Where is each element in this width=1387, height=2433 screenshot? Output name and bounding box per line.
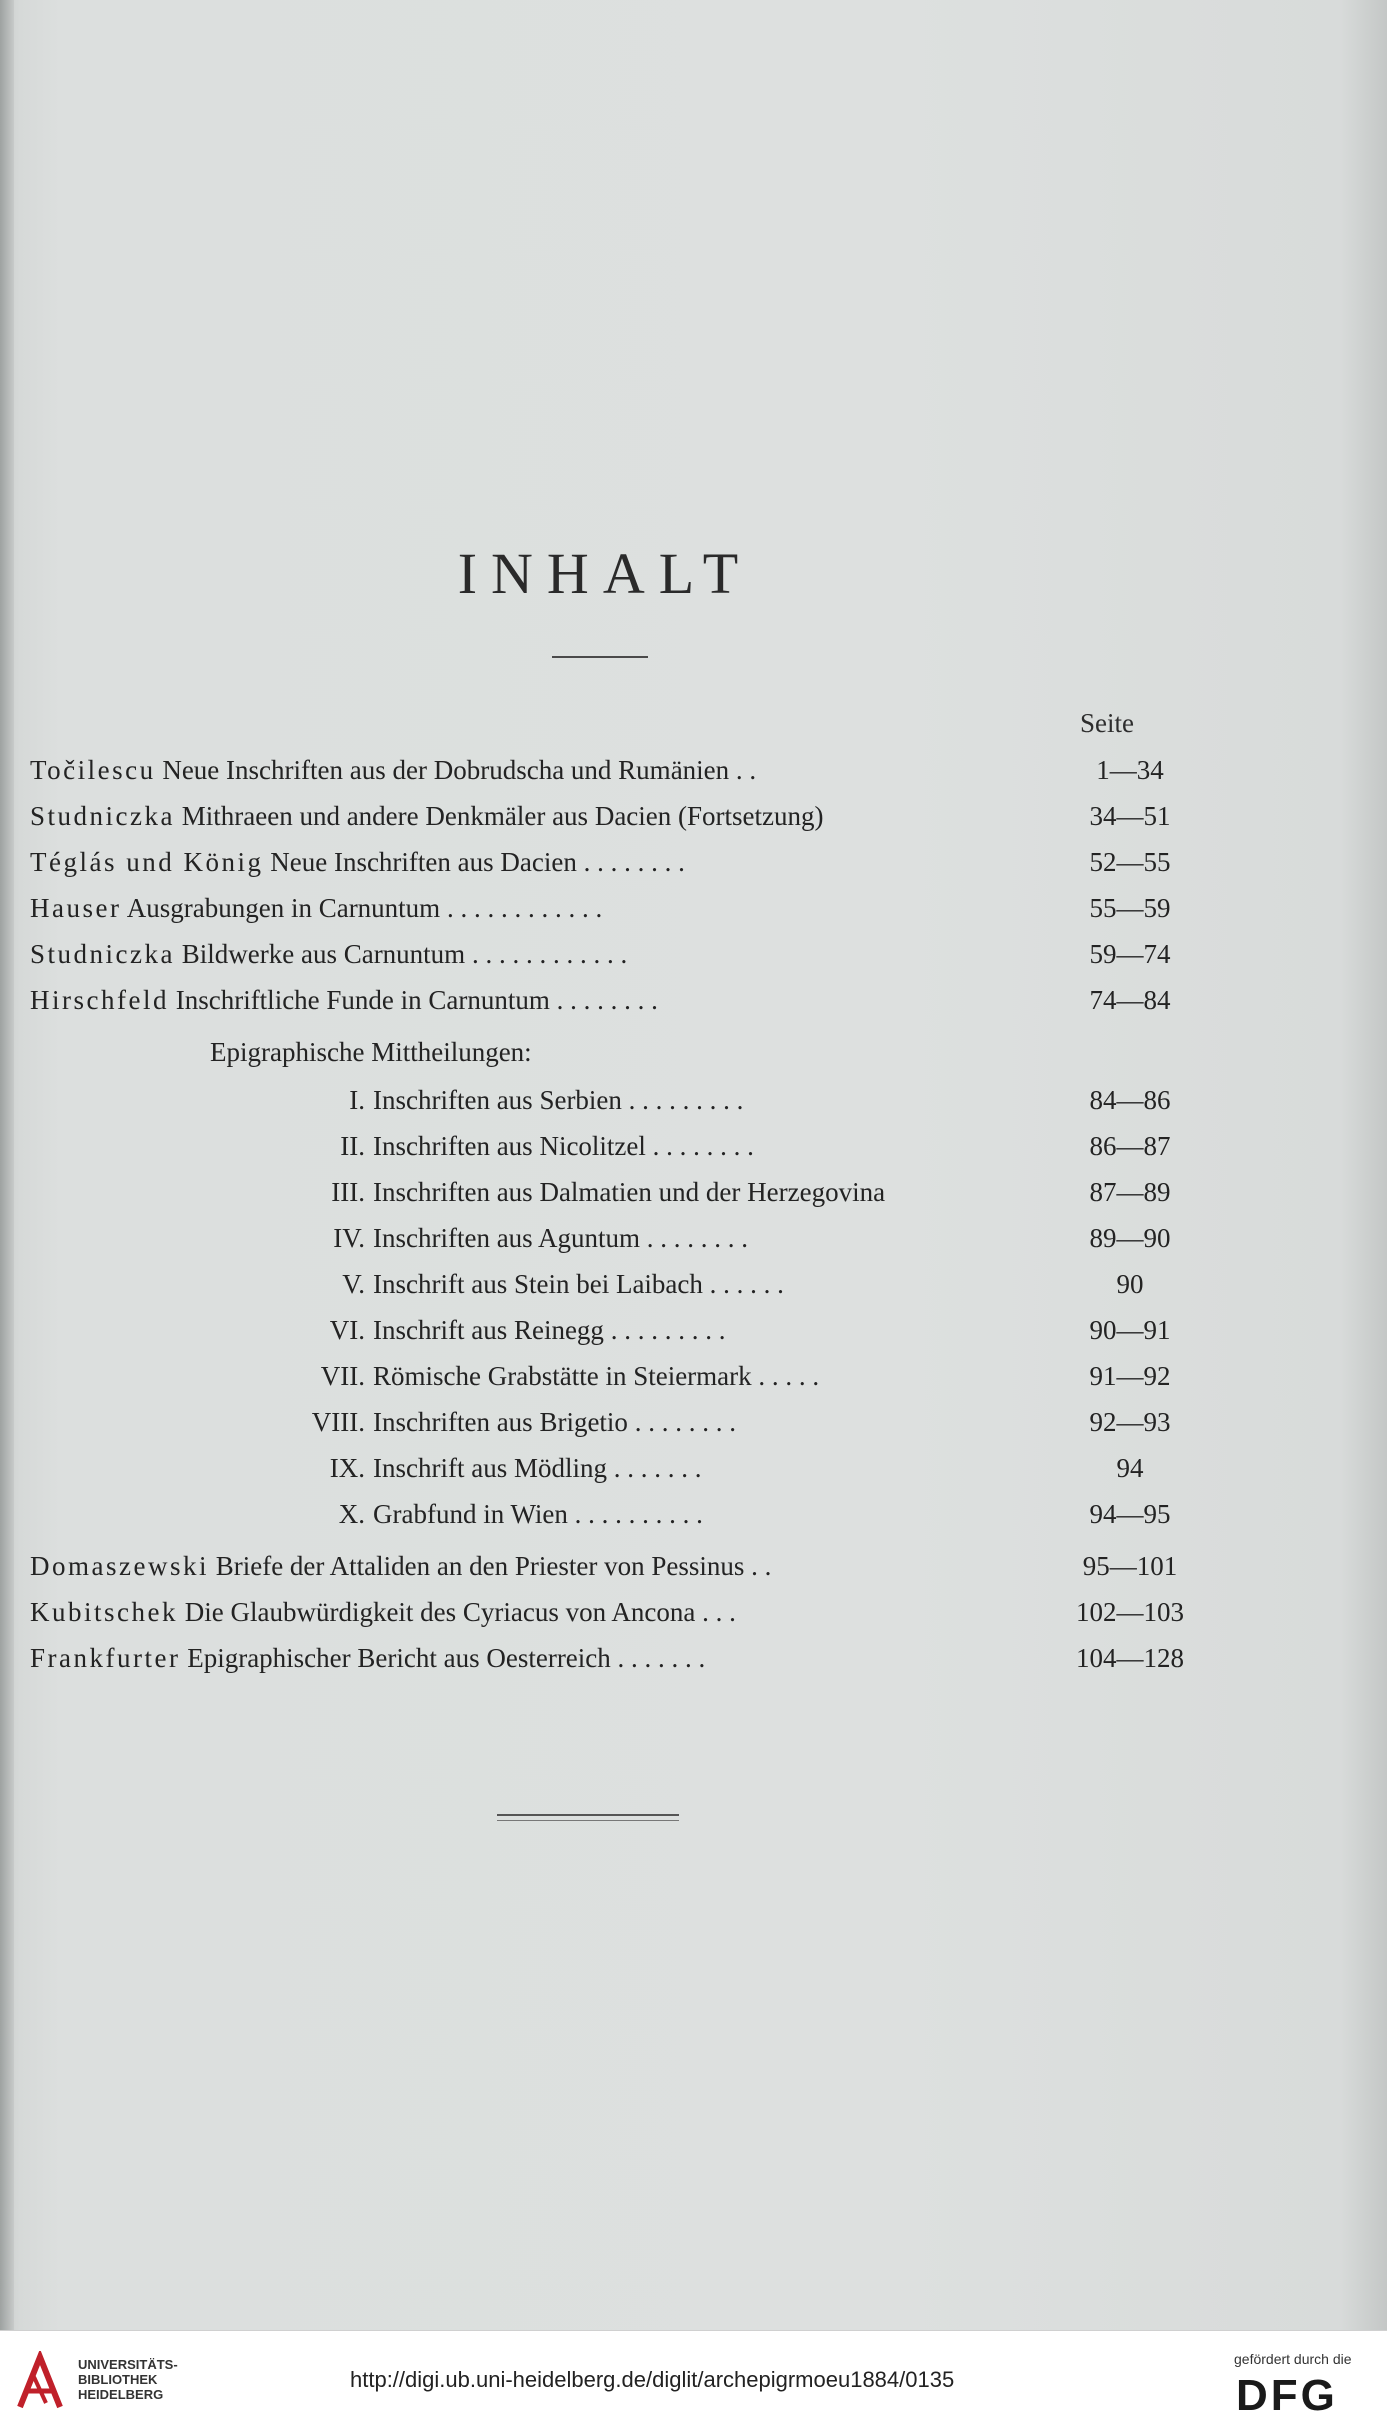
epigraphic-heading: Epigraphische Mittheilungen: (210, 1037, 532, 1067)
page-title: INHALT (457, 541, 753, 606)
toc-pages: 104—128 (1076, 1643, 1184, 1673)
epigraphic-dots: . . . . . . . . (634, 1407, 736, 1437)
library-name-line1: UNIVERSITÄTS- (78, 2357, 178, 2372)
library-name-line2: BIBLIOTHEK (78, 2372, 158, 2387)
epigraphic-title: Inschriften aus Aguntum (373, 1223, 640, 1253)
epigraphic-item (0, 1218, 1387, 1258)
bottom-divider (497, 1814, 679, 1816)
epigraphic-dots: . . . . . . . . (652, 1131, 754, 1161)
dfg-logo: DFG (1236, 2371, 1338, 2420)
epigraphic-dots: . . . . . . . (613, 1453, 702, 1483)
epigraphic-title: Inschriften aus Serbien (373, 1085, 622, 1115)
toc-author: Hauser (30, 893, 122, 923)
viewer-footer (0, 2330, 1387, 2433)
toc-dots: . . . . . . . (617, 1643, 706, 1673)
epigraphic-num: VII. (320, 1361, 365, 1391)
dfg-caption: gefördert durch die (1234, 2351, 1352, 2367)
toc-dots: . . . . . . . . (583, 847, 685, 877)
toc-author: Domaszewski (30, 1551, 209, 1581)
epigraphic-dots: . . . . . (758, 1361, 820, 1391)
epigraphic-num: VI. (329, 1315, 365, 1345)
epigraphic-pages: 84—86 (1089, 1085, 1171, 1115)
toc-title: Ausgrabungen in Carnuntum (126, 893, 441, 923)
toc-pages: 1—34 (1096, 755, 1164, 785)
epigraphic-num: I. (349, 1085, 365, 1115)
epigraphic-num: II. (340, 1131, 365, 1161)
toc-pages: 55—59 (1089, 893, 1171, 923)
toc-dots: . . . (702, 1597, 736, 1627)
epigraphic-item (0, 1494, 1387, 1534)
toc-dots: . . . . . . . . . . . . (446, 893, 603, 923)
epigraphic-pages: 87—89 (1089, 1177, 1171, 1207)
toc-title: Epigraphischer Bericht aus Oesterreich (187, 1643, 611, 1673)
toc-author: Točilescu (30, 755, 156, 785)
epigraphic-item (0, 1172, 1387, 1212)
epigraphic-dots: . . . . . . . . . (628, 1085, 744, 1115)
toc-title: Mithraeen und andere Denkmäler aus Dacien (Fortsetzung) (181, 801, 824, 831)
epigraphic-num: V. (342, 1269, 365, 1299)
permalink-url[interactable]: http://digi.ub.uni-heidelberg.de/diglit/archepigrmoeu1884/0135 (350, 2367, 955, 2392)
epigraphic-dots: . . . . . . . . . (610, 1315, 726, 1345)
epigraphic-num: IV. (333, 1223, 365, 1253)
university-library-logo-icon (14, 2351, 66, 2411)
toc-author: Frankfurter (30, 1643, 181, 1673)
toc-pages: 52—55 (1089, 847, 1171, 877)
epigraphic-item (0, 1126, 1387, 1166)
epigraphic-item (0, 1356, 1387, 1396)
epigraphic-item (0, 1264, 1387, 1304)
epigraphic-num: X. (338, 1499, 365, 1529)
bottom-divider-thin (497, 1820, 679, 1821)
epigraphic-dots: . . . . . . . . . . (574, 1499, 703, 1529)
epigraphic-title: Römische Grabstätte in Steiermark (373, 1361, 752, 1391)
epigraphic-pages: 91—92 (1089, 1361, 1171, 1391)
epigraphic-title: Inschriften aus Brigetio (373, 1407, 628, 1437)
epigraphic-pages: 90 (1116, 1269, 1144, 1299)
epigraphic-pages: 86—87 (1089, 1131, 1171, 1161)
toc-pages: 34—51 (1089, 801, 1171, 831)
toc-author: Studniczka (30, 939, 175, 969)
epigraphic-num: III. (331, 1177, 365, 1207)
epigraphic-pages: 92—93 (1089, 1407, 1171, 1437)
epigraphic-pages: 89—90 (1089, 1223, 1171, 1253)
epigraphic-num: IX. (329, 1453, 365, 1483)
toc-dots: . . (751, 1551, 772, 1581)
epigraphic-title: Inschrift aus Reinegg (373, 1315, 604, 1345)
toc-pages: 59—74 (1089, 939, 1171, 969)
toc-title: Die Glaubwürdigkeit des Cyriacus von Ancona (184, 1597, 696, 1627)
toc-title: Inschriftliche Funde in Carnuntum (175, 985, 550, 1015)
epigraphic-item (0, 1448, 1387, 1488)
epigraphic-pages: 94 (1116, 1453, 1144, 1483)
toc-title: Briefe der Attaliden an den Priester von Pessinus (215, 1551, 745, 1581)
toc-author: Kubitschek (30, 1597, 178, 1627)
seite-column-label: Seite (1080, 708, 1134, 738)
epigraphic-dots: . . . . . . (709, 1269, 784, 1299)
epigraphic-dots: . . . . . . . . (646, 1223, 748, 1253)
toc-title: Neue Inschriften aus Dacien (270, 847, 577, 877)
epigraphic-item (0, 1310, 1387, 1350)
toc-author: Studniczka (30, 801, 175, 831)
toc-author: Téglás und König (30, 847, 264, 877)
toc-title: Bildwerke aus Carnuntum (181, 939, 466, 969)
toc-author: Hirschfeld (30, 985, 169, 1015)
epigraphic-title: Inschrift aus Stein bei Laibach (373, 1269, 703, 1299)
epigraphic-title: Inschrift aus Mödling (373, 1453, 607, 1483)
epigraphic-pages: 94—95 (1089, 1499, 1171, 1529)
toc-pages: 102—103 (1076, 1597, 1184, 1627)
epigraphic-title: Inschriften aus Nicolitzel (373, 1131, 646, 1161)
toc-title: Neue Inschriften aus der Dobrudscha und Rumänien (162, 755, 730, 785)
epigraphic-num: VIII. (311, 1407, 365, 1437)
epigraphic-item (0, 1402, 1387, 1442)
library-name-line3: HEIDELBERG (78, 2387, 164, 2402)
library-name (78, 2357, 178, 2402)
epigraphic-title: Grabfund in Wien (373, 1499, 568, 1529)
toc-dots: . . . . . . . . (556, 985, 658, 1015)
epigraphic-pages: 90—91 (1089, 1315, 1171, 1345)
toc-pages: 74—84 (1089, 985, 1171, 1015)
toc-dots: . . . . . . . . . . . . (471, 939, 628, 969)
epigraphic-title: Inschriften aus Dalmatien und der Herzegovina (373, 1177, 886, 1207)
toc-dots: . . (735, 755, 757, 785)
toc-pages: 95—101 (1082, 1551, 1178, 1581)
epigraphic-item (0, 1080, 1387, 1120)
